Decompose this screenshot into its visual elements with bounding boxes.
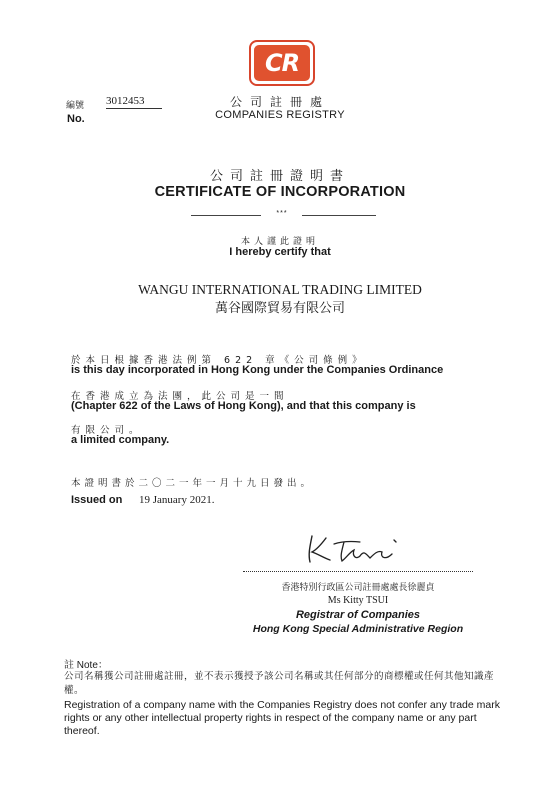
- issued-date: 19 January 2021.: [139, 494, 215, 506]
- divider-right: [302, 215, 376, 216]
- signatory-title: Registrar of Companies: [295, 609, 421, 621]
- signatory-name: Ms Kitty TSUI: [327, 595, 389, 606]
- company-name-zh: 萬谷國際貿易有限公司: [214, 301, 345, 316]
- body-line-1-zh: 於本日根據香港法例第 622 章《公司條例》: [71, 355, 367, 366]
- company-name-en: WANGU INTERNATIONAL TRADING LIMITED: [138, 282, 422, 297]
- certify-en: I hereby certify that: [229, 246, 331, 258]
- body-line-3-en: a limited company.: [71, 434, 170, 446]
- registry-name-zh: 公司註冊處: [229, 95, 330, 109]
- note-text-en: Registration of a company name with the Companies Registry does not confer any trade mark rights or any other intellectual property rights in respect of the company name or any part thereof.: [64, 699, 500, 737]
- signatory-zh: 香港特別行政區公司註冊處處長徐麗貞: [281, 583, 435, 593]
- registrar-signature: [300, 528, 410, 568]
- body-line-1-en: is this day incorporated in Hong Kong under the Companies Ordinance: [71, 364, 444, 376]
- issued-label: Issued on: [71, 494, 123, 506]
- logo-text: CR: [254, 45, 310, 81]
- number-label-zh: 編號: [66, 101, 85, 111]
- signature-line: [243, 571, 473, 572]
- body-line-3-zh: 有限公司。: [71, 425, 144, 436]
- certificate-number: 3012453: [106, 95, 162, 109]
- certify-zh: 本人謹此證明: [240, 237, 319, 247]
- issued-date-zh: 本證明書於二〇二一年一月十九日發出。: [71, 478, 315, 489]
- body-line-2-zh: 在香港成立為法團，此公司是一間: [71, 391, 289, 402]
- divider-ornament: ***: [276, 210, 288, 217]
- title-en: CERTIFICATE OF INCORPORATION: [154, 184, 406, 200]
- note-text-zh: 公司名稱獲公司註冊處註冊，並不表示獲授予該公司名稱或其任何部分的商標權或任何其他知識產權。: [64, 671, 495, 696]
- note-label: 註 Note：: [64, 660, 108, 671]
- companies-registry-logo: [249, 40, 315, 86]
- divider-left: [191, 215, 261, 216]
- number-label-en: No.: [67, 113, 85, 125]
- body-line-2-en: (Chapter 622 of the Laws of Hong Kong), and that this company is: [71, 400, 416, 412]
- registry-name-en: COMPANIES REGISTRY: [215, 109, 345, 121]
- signatory-region: Hong Kong Special Administrative Region: [252, 623, 464, 635]
- title-zh: 公司註冊證明書: [209, 169, 350, 184]
